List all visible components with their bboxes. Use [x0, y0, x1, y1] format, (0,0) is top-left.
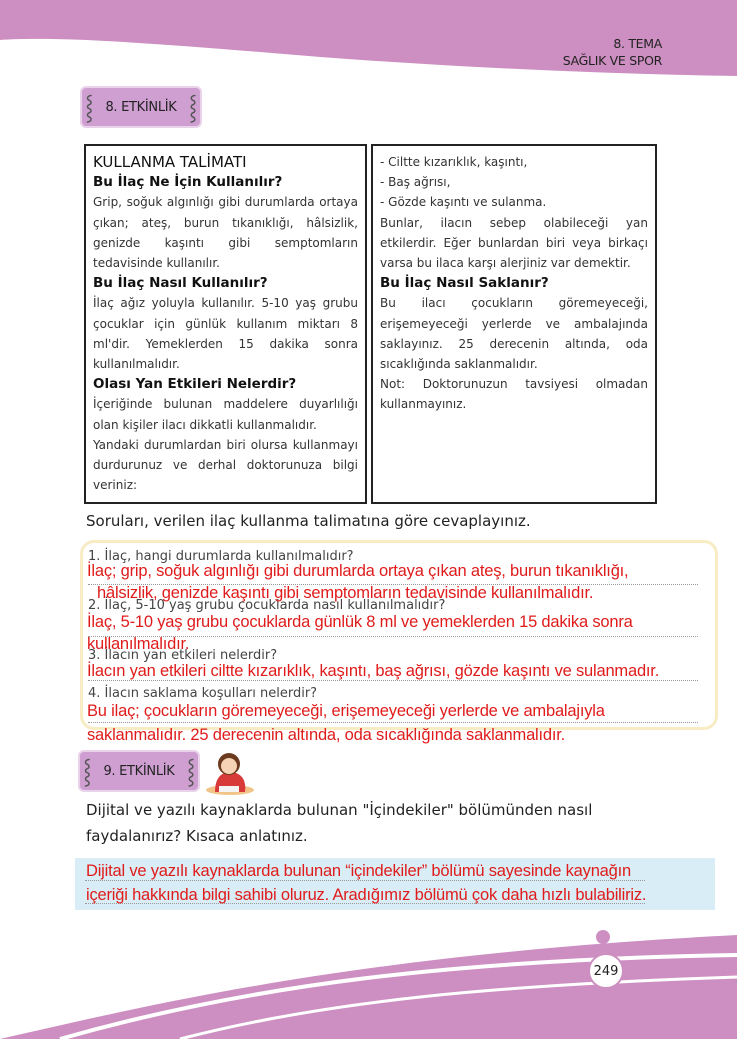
answer-text[interactable]: İlaç; grip, soğuk algınlığı gibi durumlarda ortaya çıkan ateş, burun tıkanıklığı,	[87, 562, 629, 580]
answer-text[interactable]: Bu ilaç; çocukların göremeyeceği, erişemeyeceği yerlerde ve ambalajıyla	[87, 702, 605, 720]
question: 4. İlacın saklama koşulları nelerdir?	[88, 686, 318, 701]
activity-9-badge: ⸾ 9. ETKİNLİK ⸾	[80, 752, 198, 790]
heading: Bu İlaç Nasıl Kullanılır?	[93, 275, 268, 292]
page-number: 249	[588, 953, 624, 989]
activity-8-badge: ⸾ 8. ETKİNLİK ⸾	[82, 88, 200, 126]
theme-number: 8. TEMA	[613, 36, 662, 51]
heading: Bu İlaç Ne İçin Kullanılır?	[93, 174, 283, 191]
paragraph: Bu ilacı çocukların göremeyeceği, erişemeyeceği yerlerde ve ambalajında saklayınız. 25 derecenin altında, oda sıcaklığında saklanmalıdır.	[380, 296, 648, 372]
answer-text[interactable]: Dijital ve yazılı kaynaklarda bulunan “içindekiler” bölümü sayesinde kaynağın	[86, 862, 631, 880]
footer-band	[0, 915, 737, 1039]
answer-text[interactable]: hâlsizlik, genizde kaşıntı gibi semptomların tedavisinde kullanılmalıdır.	[97, 584, 594, 602]
question: 1. İlaç, hangi durumlarda kullanılmalıdır?	[88, 549, 354, 564]
answer-text[interactable]: kullanılmalıdır.	[87, 635, 190, 653]
paragraph: Bunlar, ilacın sebep olabileceği yan etkilerdir. Eğer bunlardan biri veya birkaçı varsa bu ilaca karşı alerjiniz var demektir.	[380, 215, 648, 271]
paragraph: İçeriğinde bulunan maddelere duyarlılığı olan kişiler ilacı dikkatli kullanmalıdır.	[93, 397, 358, 432]
theme-title: SAĞLIK VE SPOR	[562, 53, 662, 68]
question: 3. İlacın yan etkileri nelerdir?	[88, 648, 278, 663]
paragraph: Grip, soğuk algınlığı gibi durumlarda ortaya çıkan; ateş, burun tıkanıklığı, hâlsizlik, genizde kaşıntı gibi semptomların tedavisinde kullanılır.	[93, 195, 358, 271]
heading: Olası Yan Etkileri Nelerdir?	[93, 376, 297, 393]
usage-instructions-left	[84, 144, 367, 504]
activity-8-label: 8. ETKİNLİK	[105, 99, 177, 115]
instruction-text: Soruları, verilen ilaç kullanma talimatına göre cevaplayınız.	[86, 512, 531, 530]
paragraph: Yandaki durumlardan biri olursa kullanmayı durdurunuz ve derhal doktorunuza bilgi veriniz:	[93, 437, 358, 493]
answer-text[interactable]: İlaç, 5-10 yaş grubu çocuklarda günlük 8 ml ve yemeklerden 15 dakika sonra	[87, 613, 633, 631]
activity-9-label: 9. ETKİNLİK	[103, 763, 175, 779]
paragraph: İlaç ağız yoluyla kullanılır. 5-10 yaş grubu çocuklar için günlük kullanım miktarı 8 ml'dir. Yemeklerden 15 dakika sonra kullanılmalıdır.	[93, 296, 358, 372]
answer-text[interactable]: içeriği hakkında bilgi sahibi oluruz. Aradığımız bölümü çok daha hızlı bulabiliriz.	[86, 886, 647, 904]
activity-9-question: Dijital ve yazılı kaynaklarda bulunan "İçindekiler" bölümünden nasıl faydalanırız? Kısaca anlatınız.	[86, 801, 593, 845]
heading: Bu İlaç Nasıl Saklanır?	[380, 275, 549, 292]
usage-instructions-right	[371, 144, 657, 504]
paragraph: Not: Doktorunuzun tavsiyesi olmadan kullanmayınız.	[380, 377, 648, 412]
girl-reading-illustration	[205, 748, 255, 796]
list-item: - Ciltte kızarıklık, kaşıntı,	[380, 155, 528, 169]
list-item: - Gözde kaşıntı ve sulanma.	[380, 195, 547, 210]
instructions-title: KULLANMA TALİMATI	[93, 153, 247, 171]
question: 2. İlaç, 5-10 yaş grubu çocuklarda nasıl kullanılmalıdır?	[88, 598, 446, 613]
list-item: - Baş ağrısı,	[380, 175, 451, 190]
answer-text[interactable]: saklanmalıdır. 25 derecenin altında, oda sıcaklığında saklanmalıdır.	[87, 726, 566, 744]
answer-text[interactable]: İlacın yan etkileri ciltte kızarıklık, kaşıntı, baş ağrısı, gözde kaşıntı ve sulanmadır.	[87, 662, 660, 680]
